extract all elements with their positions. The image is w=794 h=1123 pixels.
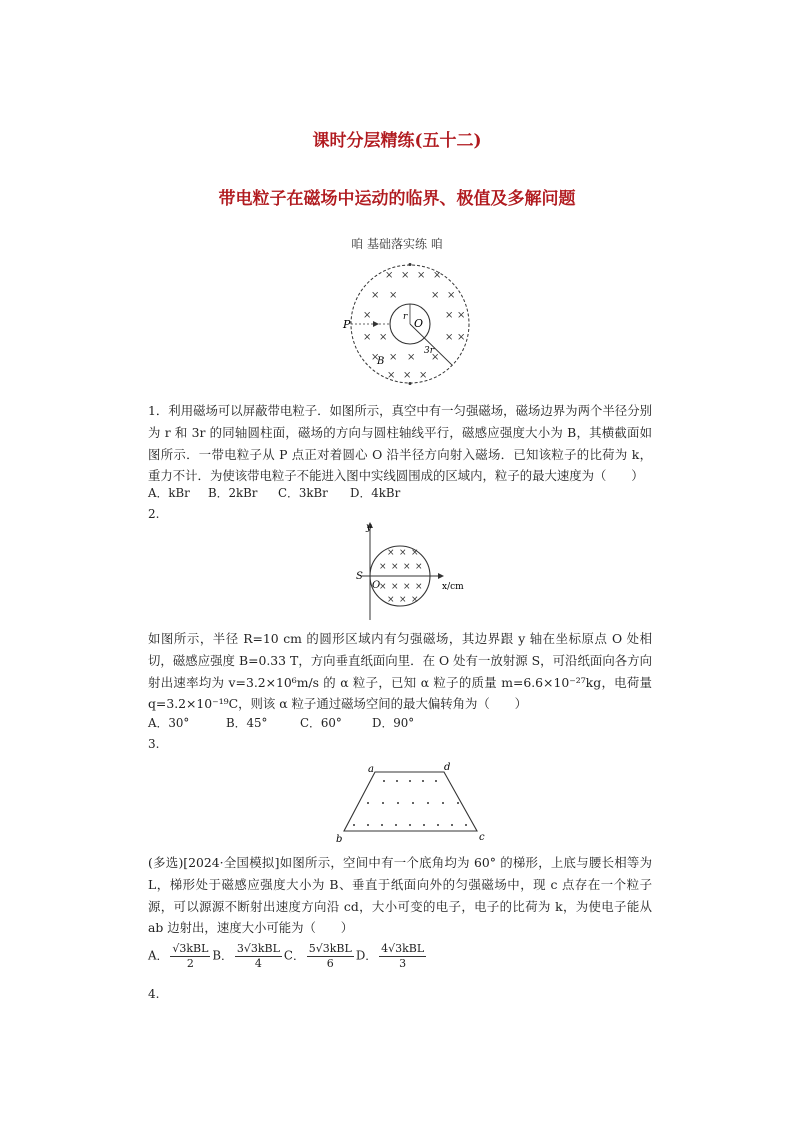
- q2-option-c[interactable]: C．60°: [300, 716, 342, 730]
- svg-text:×: ×: [363, 310, 372, 321]
- page-title: 课时分层精练(五十二): [312, 131, 482, 151]
- svg-text:×: ×: [445, 332, 454, 343]
- q1-option-a[interactable]: A．kBr: [148, 486, 190, 500]
- q1-text: 1．利用磁场可以屏蔽带电粒子．如图所示，真空中有一匀强磁场，磁场边界为两个半径分别为 r 和 3r 的同轴圆柱面，磁场的方向与圆柱轴线平行，磁感应强度大小为 B，其横截面如图所示．一带电粒子从 P 点正对着圆心 O 沿半径方向射入磁场．已知该粒子的比荷为 k，重力不计．为使该带电粒子不能进入图中实线圆围成的区域内，粒子的最大速度为（ ）: [148, 403, 652, 484]
- svg-text:×: ×: [399, 595, 407, 605]
- svg-text:×: ×: [391, 562, 399, 572]
- svg-text:×: ×: [389, 290, 398, 301]
- label-c: c: [479, 832, 485, 843]
- svg-text:×: ×: [433, 270, 442, 281]
- q1-option-d[interactable]: D．4kBr: [350, 486, 401, 500]
- q3-field-dots: [353, 780, 467, 826]
- svg-text:×: ×: [387, 370, 396, 381]
- q2-figure: [352, 520, 472, 625]
- svg-text:×: ×: [431, 352, 440, 363]
- svg-text:×: ×: [411, 595, 419, 605]
- svg-text:×: ×: [399, 548, 407, 558]
- label-d: d: [444, 762, 451, 773]
- svg-text:×: ×: [401, 270, 410, 281]
- svg-text:×: ×: [411, 548, 419, 558]
- svg-text:×: ×: [363, 332, 372, 343]
- svg-text:×: ×: [385, 270, 394, 281]
- q1-options: [148, 484, 400, 501]
- p-arrow: [373, 321, 379, 327]
- q2-option-b[interactable]: B．45°: [226, 716, 268, 730]
- svg-text:×: ×: [431, 290, 440, 301]
- svg-text:×: ×: [447, 290, 456, 301]
- svg-text:×: ×: [417, 270, 426, 281]
- svg-text:×: ×: [403, 562, 411, 572]
- q1-figure: [335, 260, 475, 390]
- q3-options: [148, 942, 428, 971]
- svg-text:×: ×: [415, 562, 423, 572]
- label-s: S: [356, 571, 363, 582]
- label-x: x/cm: [442, 582, 464, 592]
- svg-text:×: ×: [371, 290, 380, 301]
- q3-text: (多选)[2024·全国模拟]如图所示，空间中有一个底角均为 60° 的梯形，上底与腰长相等为 L，梯形处于磁感应强度大小为 B、垂直于纸面向外的匀强磁场中，现 c 点存在一个粒子源，可以源源不断射出速度方向沿 cd，大小可变的电子，电子的比荷为 k，为使电子能从 ab 边射出，速度大小可能为（ ）: [148, 855, 652, 936]
- q3-option-b[interactable]: B． $\frac{\text{3√3kBL}}{4}$: [212, 942, 280, 970]
- svg-text:×: ×: [371, 352, 380, 363]
- label-o: O: [372, 580, 381, 591]
- svg-text:×: ×: [457, 332, 466, 343]
- svg-text:×: ×: [419, 370, 428, 381]
- q2-option-d[interactable]: D．90°: [372, 716, 415, 730]
- svg-text:×: ×: [403, 582, 411, 592]
- q2-number: 2.: [148, 507, 160, 521]
- q2-options: [148, 714, 414, 731]
- q4-number: 4.: [148, 987, 160, 1001]
- svg-text:×: ×: [391, 582, 399, 592]
- svg-text:×: ×: [379, 562, 387, 572]
- q1-option-c[interactable]: C．3kBr: [278, 486, 328, 500]
- svg-text:×: ×: [379, 332, 388, 343]
- label-p: P: [343, 318, 351, 331]
- label-r: r: [403, 312, 408, 322]
- label-b: b: [336, 834, 343, 845]
- label-a: a: [368, 764, 374, 775]
- label-y: y: [366, 522, 372, 533]
- q2-text: 如图所示，半径 R=10 cm 的圆形区域内有匀强磁场，其边界跟 y 轴在坐标原点 O 处相切，磁感应强度 B=0.33 T，方向垂直纸面向里．在 O 处有一放射源 S，可沿纸面向各方向射出速率均为 v=3.2×10⁶m/s 的 α 粒子，已知 α 粒子的质量 m=6.6×10⁻²⁷kg，电荷量 q=3.2×10⁻¹⁹C，则该 α 粒子通过磁场空间的最大偏转角为（ ）: [148, 631, 652, 712]
- svg-text:×: ×: [415, 582, 423, 592]
- svg-text:×: ×: [445, 310, 454, 321]
- q1-option-b[interactable]: B．2kBr: [208, 486, 258, 500]
- label-3r: 3r: [424, 346, 435, 356]
- svg-text:×: ×: [407, 352, 416, 363]
- label-b: B: [377, 356, 385, 367]
- svg-text:×: ×: [457, 310, 466, 321]
- page-subtitle: 带电粒子在磁场中运动的临界、极值及多解问题: [218, 189, 576, 209]
- svg-text:×: ×: [387, 595, 395, 605]
- svg-text:×: ×: [379, 582, 387, 592]
- q2-option-a[interactable]: A．30°: [148, 716, 190, 730]
- q3-option-d[interactable]: D． $\frac{\text{4√3kBL}}{3}$: [355, 942, 425, 970]
- q3-number: 3.: [148, 737, 160, 751]
- svg-text:×: ×: [389, 352, 398, 363]
- q3-figure: [330, 758, 490, 848]
- svg-text:×: ×: [403, 370, 412, 381]
- q3-option-a[interactable]: A． $\frac{\text{√3kBL}}{2}$: [148, 942, 209, 970]
- label-o: O: [414, 317, 424, 330]
- q3-option-c[interactable]: C． $\frac{\text{5√3kBL}}{6}$: [283, 942, 352, 970]
- section-heading: 咱 基础落实练 咱: [351, 237, 443, 251]
- svg-text:×: ×: [387, 548, 395, 558]
